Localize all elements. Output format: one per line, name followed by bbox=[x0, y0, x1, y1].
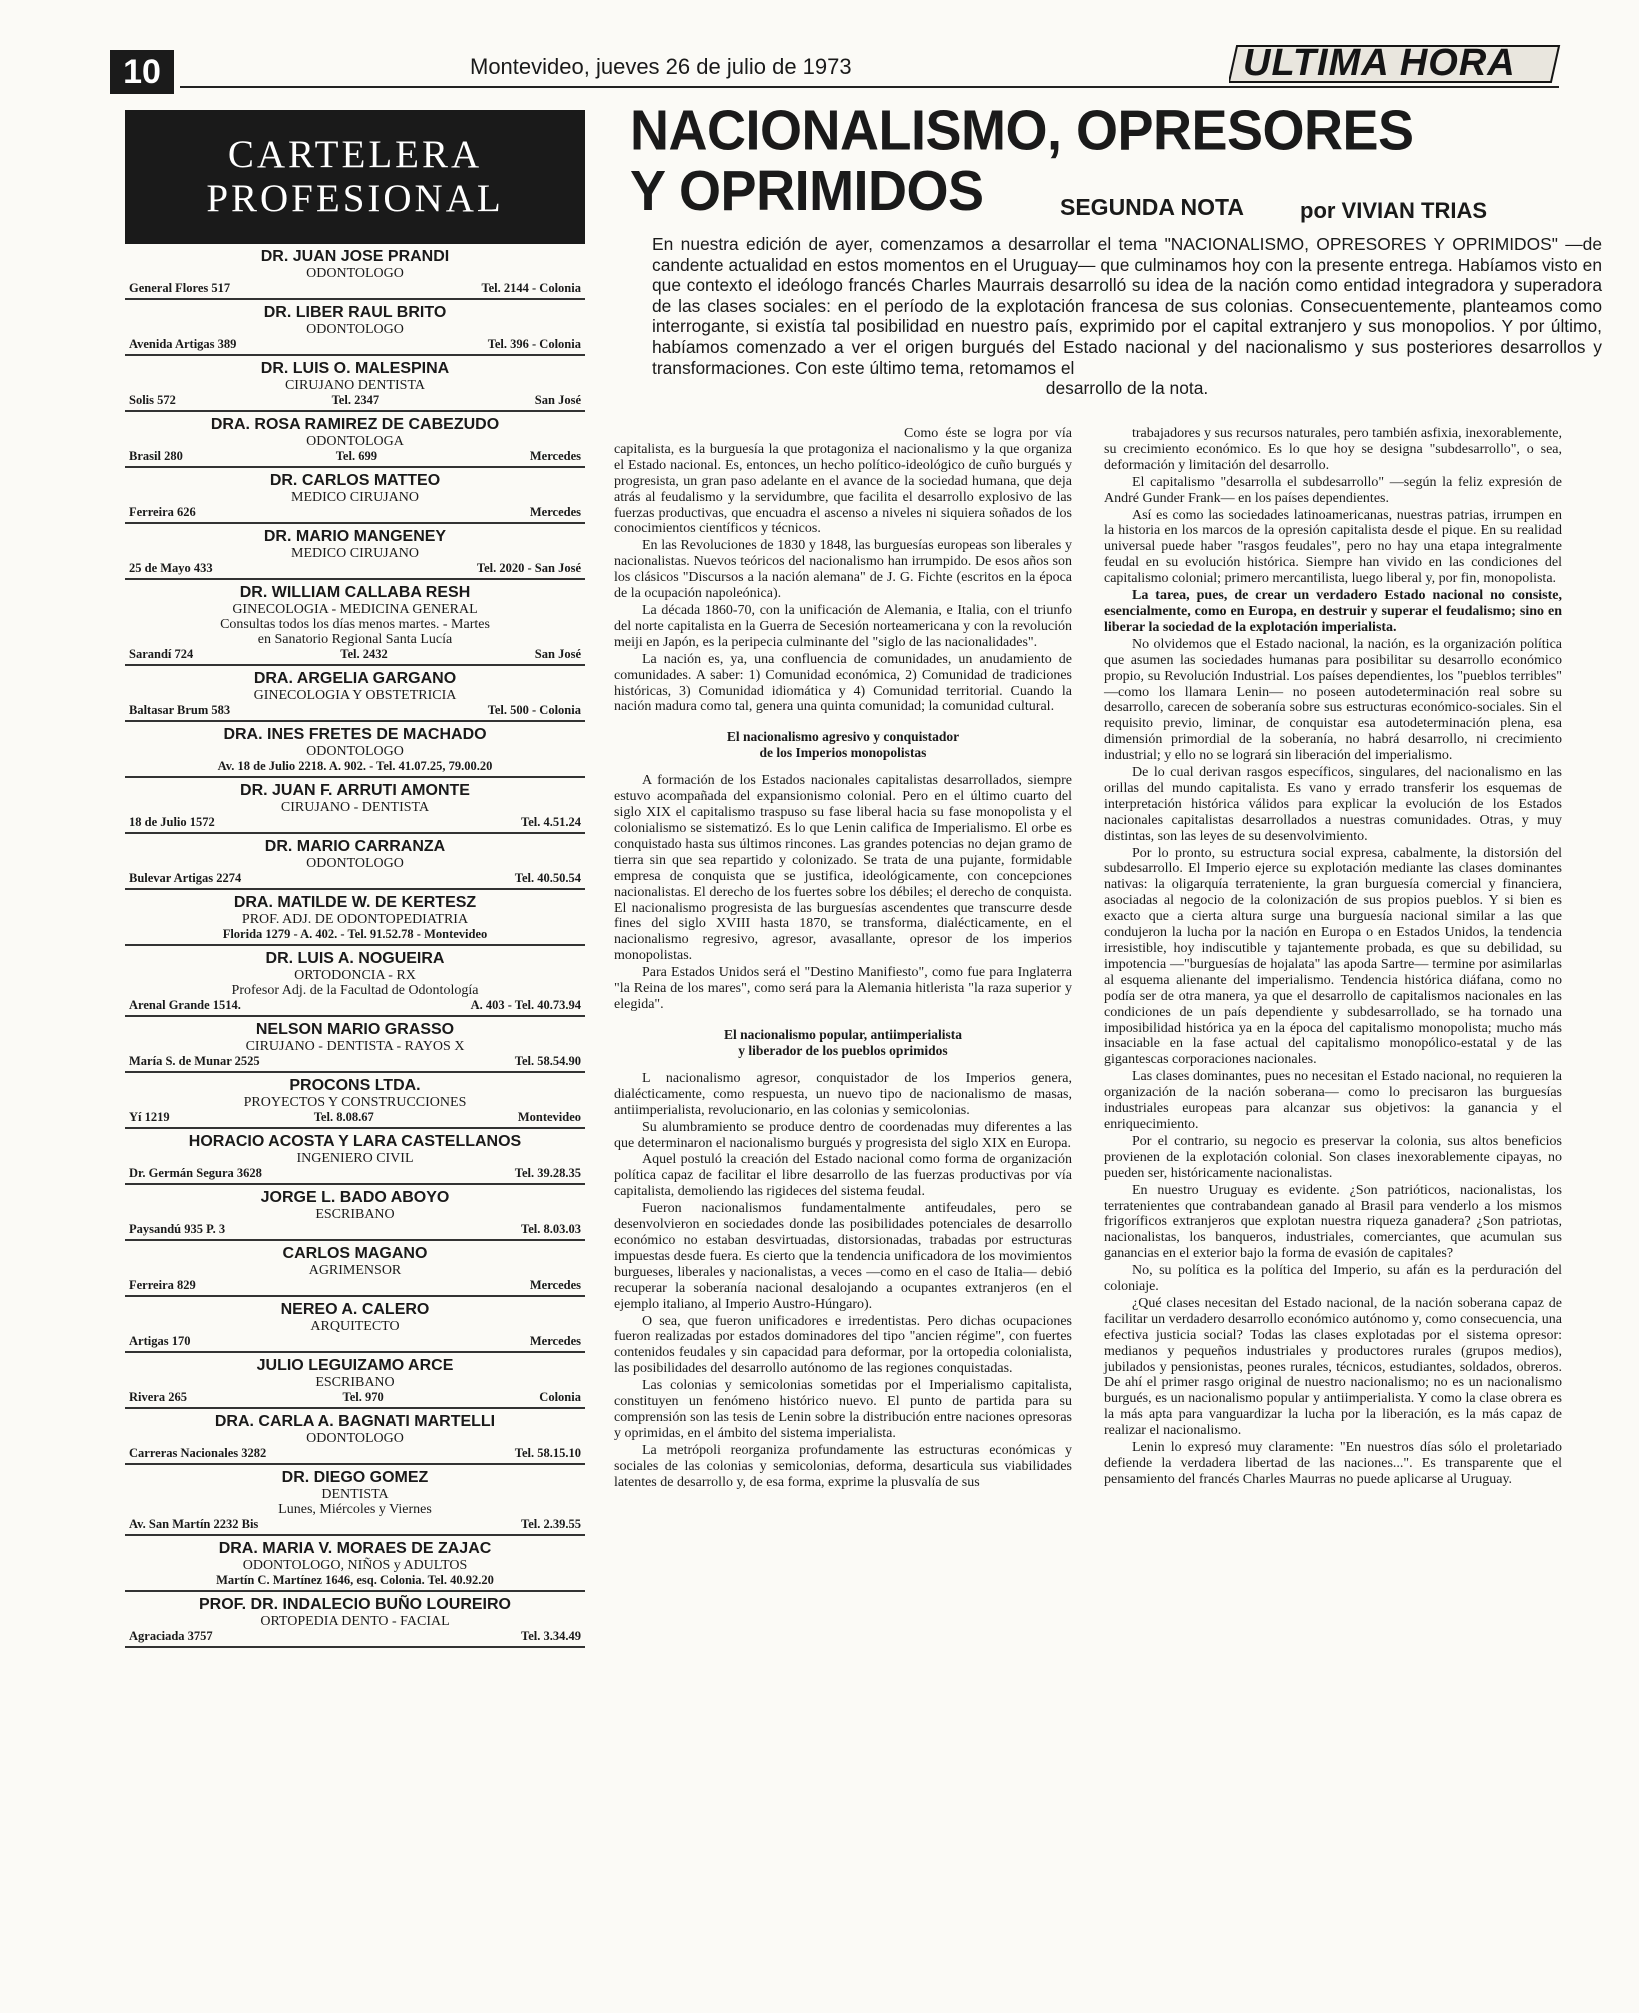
listing-specialty: MEDICO CIRUJANO bbox=[291, 546, 419, 561]
listing-card bbox=[125, 244, 585, 300]
article-paragraph: Así es como las sociedades latinoamericanas, nuestras patrias, irrumpen en la historia en los marcos de la opresión capitalista desde el pique. En su realidad universal puede haber "rasgos feudales", pero no hay una etapa integralmente feudal en su evolución histórica. Siempre han vivido en las condiciones del capitalismo colonial; primero mercantilista, luego liberal y, por fin, monopolista. bbox=[1104, 507, 1562, 587]
cartelera-title-line2: PROFESIONAL bbox=[206, 177, 504, 220]
listing-address-row bbox=[129, 561, 581, 576]
listing-contact: Bulevar Artigas 2274 bbox=[129, 871, 242, 885]
listing-contact: 25 de Mayo 433 bbox=[129, 561, 213, 575]
listing-card bbox=[125, 1592, 585, 1648]
listing-name: DR. WILLIAM CALLABA RESH bbox=[239, 584, 471, 601]
listing-card bbox=[125, 412, 585, 468]
listing-name: CARLOS MAGANO bbox=[282, 1245, 428, 1262]
listing-contact: Tel. 2.39.55 bbox=[521, 1517, 581, 1531]
listing-address-row bbox=[129, 505, 581, 520]
page-number: 10 bbox=[110, 50, 174, 94]
listing-address-row bbox=[129, 1629, 581, 1644]
listing-specialty: ESCRIBANO bbox=[315, 1207, 395, 1222]
intro-text: En nuestra edición de ayer, comenzamos a desarrollar el tema "NACIONALISMO, OPRESORES Y OPRIMIDOS" —de candente actualidad en estos momentos en el Uruguay— que culminamos hoy con la presente entrega. Habíamos visto en que contexto el ideólogo francés Charles Maurrais desarrolló su idea de la nación como entidad integradora y superadora de las clases sociales: en el período de la explotación francesa de sus colonias. Consecuentemente, planteamos como interrogante, si existía tal posibilidad en nuestro país, exprimido por el capital extranjero y sus monopolios. Y por último, habíamos comenzado a ver el origen burgués del Estado nacional y del nacionalismo y sus posteriores desarrollos y transformaciones. Con este último tema, retomamos el bbox=[652, 234, 1602, 378]
listing-address-row bbox=[129, 1222, 581, 1237]
article-paragraph: Como éste se logra por vía capitalista, es la burguesía la que protagoniza el nacionalismo y la que organiza el Estado nacional. Es, entonces, un hecho político-ideológico de cuño burgués y progresista, un gran paso adelante en el avance de la sociedad humana, que deja atrás al feudalismo y la servidumbre, que facilita el desarrollo explosivo de las fuerzas productivas, que encuadra el ascenso a niveles ni siquiera soñados de los conocimientos científicos y técnicos. bbox=[614, 426, 1072, 537]
subhead-nacionalismo-agresivo bbox=[614, 729, 1072, 761]
listing-contact: Tel. 970 bbox=[342, 1390, 384, 1404]
listing-contact: Av. 18 de Julio 2218. A. 902. - Tel. 41.07.25, 79.00.20 bbox=[217, 759, 493, 773]
listing-name: DRA. ROSA RAMIREZ DE CABEZUDO bbox=[210, 416, 500, 433]
listing-name: JULIO LEGUIZAMO ARCE bbox=[256, 1357, 454, 1374]
listing-contact: Tel. 2020 - San José bbox=[476, 561, 581, 575]
listing-address-row bbox=[129, 871, 581, 886]
listing-specialty: CIRUJANO - DENTISTA bbox=[280, 800, 430, 815]
subhead-nacionalismo-popular bbox=[614, 1027, 1072, 1059]
listing-card bbox=[125, 666, 585, 722]
listing-address-row bbox=[129, 759, 581, 774]
listing-name: PROCONS LTDA. bbox=[289, 1077, 421, 1094]
listing-name: DRA. INES FRETES DE MACHADO bbox=[223, 726, 487, 743]
listing-card bbox=[125, 890, 585, 946]
listing-contact: Tel. 8.03.03 bbox=[521, 1222, 581, 1236]
listing-card bbox=[125, 834, 585, 890]
listing-address-row bbox=[129, 927, 581, 942]
subhead1-line2: de los Imperios monopolistas bbox=[759, 745, 927, 761]
listing-name: DR. JUAN F. ARRUTI AMONTE bbox=[240, 782, 470, 799]
listing-specialty: Lunes, Miércoles y Viernes bbox=[278, 1502, 432, 1517]
article-paragraph: En nuestro Uruguay es evidente. ¿Son patrióticos, nacionalistas, los terratenientes que contrabandean ganado al Brasil para venderlo a los mismos frigoríficos extranjeros que explotan nuestra riqueza ganadera? ¿Son patriotas, nacionalistas, los banqueros, industriales, comerciantes, que acumulan sus ganancias en el exterior bajo la forma de evasión de capitales? bbox=[1104, 1182, 1562, 1262]
cartelera-title-box bbox=[125, 110, 585, 244]
listing-contact: Tel. 39.28.35 bbox=[514, 1166, 581, 1180]
article-column-1 bbox=[614, 426, 1072, 1491]
listing-specialty: ODONTOLOGO bbox=[306, 856, 404, 871]
listing-address-row bbox=[129, 1166, 581, 1181]
article-paragraph: ¿Qué clases necesitan del Estado nacional, de la nación soberana capaz de facilitar un verdadero desarrollo económico autónomo y, como consecuencia, una efectiva justicia social? Todas las clases explotadas por el sistema opresor: medianos y pequeños industriales y productores rurales (grupos medios), jubilados y pensionistas, peones rurales, técnicos, estudiantes, soldados, obreros. De ahí el primer rasgo original de nuestro nacionalismo; no es un nacionalismo burgués, es un nacionalismo popular y antiimperialista. Y como la clase obrera es la más apta para vanguardizar la lucha por la liberación, es la más capaz de realizar el nacionalismo. bbox=[1104, 1295, 1562, 1439]
listing-contact: Florida 1279 - A. 402. - Tel. 91.52.78 - Montevideo bbox=[222, 927, 488, 941]
listing-contact: San José bbox=[534, 393, 581, 407]
article-paragraph: Fueron nacionalismos fundamentalmente antifeudales, pero se desenvolvieron en sociedades donde las posibilidades potenciales de desarrollo económico no estaban desvirtuadas, distorsionadas, trabadas por estructuras impuestas desde fuera. Es cierto que la tendencia unificadora de los movimientos burgueses, liberales y nacionalistas, a veces —como en el caso de Italia— debió recuperar la soberanía nacional desalojando a ocupantes extranjeros (en el ejemplo italiano, al Imperio Austro-Húngaro). bbox=[614, 1201, 1072, 1312]
listing-contact: Tel. 3.34.49 bbox=[521, 1629, 581, 1643]
listing-card bbox=[125, 356, 585, 412]
cartelera-profesional bbox=[125, 110, 585, 1648]
listing-address-row bbox=[129, 1054, 581, 1069]
listing-specialty: MEDICO CIRUJANO bbox=[291, 490, 419, 505]
listing-contact: Mercedes bbox=[529, 1334, 581, 1348]
listing-name: JORGE L. BADO ABOYO bbox=[260, 1189, 450, 1206]
listing-contact: Mercedes bbox=[529, 449, 581, 463]
article-paragraph: De lo cual derivan rasgos específicos, singulares, del nacionalismo en las orillas del mundo capitalista. Es vano y errado transferir los esquemas de interpretación histórica válidos para explicar la evolución de los Estados nacionales capitalistas desarrollados a nuestras comunidades. Otras, y muy distintas, son las leyes de su desenvolvimiento. bbox=[1104, 765, 1562, 844]
listing-contact: Ferreira 829 bbox=[129, 1278, 196, 1292]
subhead2-line1: El nacionalismo popular, antiimperialista bbox=[723, 1026, 963, 1042]
article-paragraph: L nacionalismo agresor, conquistador de los Imperios genera, dialécticamente, como respuesta, un nuevo tipo de nacionalismo de masas, antiimperialista, revolucionario, en las colonias y semicolonias. bbox=[614, 1070, 1072, 1118]
listing-name: DR. DIEGO GOMEZ bbox=[281, 1469, 429, 1486]
listing-address-row bbox=[129, 1573, 581, 1588]
listing-contact: Tel. 2347 bbox=[331, 393, 380, 407]
article-paragraph: Las colonias y semicolonias sometidas por el Imperialismo capitalista, constituyen un fenómeno histórico nuevo. El punto de partida para su comprensión son las tesis de Lenin sobre la distribución entre naciones opresoras y oprimidas, en el ámbito del sistema imperialista. bbox=[614, 1378, 1072, 1441]
listing-card bbox=[125, 778, 585, 834]
article-paragraph: La nación es, ya, una confluencia de comunidades, un anudamiento de comunidades. A saber: 1) Comunidad económica, 2) Comunidad de tradiciones históricas, 3) Comunidad idiomática y 4) Comunidad territorial. Cuando la nación madura como tal, genera una quinta comunidad; la comunidad cultural. bbox=[614, 651, 1072, 715]
listing-contact: Tel. 500 - Colonia bbox=[487, 703, 581, 717]
subhead1-line1: El nacionalismo agresivo y conquistador bbox=[726, 729, 960, 745]
article-paragraph: La década 1860-70, con la unificación de Alemania, e Italia, con el triunfo del norte capitalista en la Guerra de Secesión norteamericana y con la revolución meiji en Japón, es la peripecia culminante del "siglo de las nacionalidades". bbox=[614, 602, 1072, 650]
listing-specialty: PROYECTOS Y CONSTRUCCIONES bbox=[243, 1095, 467, 1110]
listing-specialty: ODONTOLOGA bbox=[306, 434, 404, 449]
article-paragraph-bold: La tarea, pues, de crear un verdadero Estado nacional no consiste, esencialmente, como en Europa, en destruir y superar el feudalismo; sino en liberar la sociedad de la explotación imperialista. bbox=[1104, 588, 1562, 635]
listing-name: DRA. ARGELIA GARGANO bbox=[253, 670, 457, 687]
listing-specialty: GINECOLOGIA - MEDICINA GENERAL bbox=[232, 602, 478, 617]
listing-name: DR. LUIS A. NOGUEIRA bbox=[265, 950, 445, 967]
listing-specialty: ORTOPEDIA DENTO - FACIAL bbox=[260, 1614, 450, 1629]
listing-specialty: ODONTOLOGO bbox=[306, 266, 404, 281]
segunda-nota-label: SEGUNDA NOTA bbox=[1060, 194, 1244, 220]
listing-card bbox=[125, 1353, 585, 1409]
listing-name: DR. MARIO CARRANZA bbox=[264, 838, 446, 855]
listing-name: DR. CARLOS MATTEO bbox=[269, 472, 441, 489]
listing-contact: Dr. Germán Segura 3628 bbox=[129, 1166, 262, 1180]
listing-card bbox=[125, 524, 585, 580]
listing-name: DR. MARIO MANGENEY bbox=[263, 528, 447, 545]
listing-address-row bbox=[129, 815, 581, 830]
listing-card bbox=[125, 1241, 585, 1297]
listing-contact: Colonia bbox=[539, 1390, 581, 1404]
listing-card bbox=[125, 468, 585, 524]
listing-address-row bbox=[129, 1334, 581, 1349]
listing-contact: Mercedes bbox=[529, 505, 581, 519]
listing-card bbox=[125, 300, 585, 356]
listing-specialty: CIRUJANO - DENTISTA - RAYOS X bbox=[245, 1039, 465, 1054]
listing-card bbox=[125, 722, 585, 778]
listing-specialty: ODONTOLOGO bbox=[306, 322, 404, 337]
listing-name: DR. LIBER RAUL BRITO bbox=[263, 304, 447, 321]
listing-address-row bbox=[129, 1110, 581, 1125]
listing-contact: Paysandú 935 P. 3 bbox=[129, 1222, 226, 1236]
article-paragraph: Para Estados Unidos será el "Destino Manifiesto", como fue para Inglaterra "la Reina de los mares", como será para la Alemania hitlerista "la raza superior y elegida". bbox=[614, 965, 1072, 1012]
listing-specialty: CIRUJANO DENTISTA bbox=[284, 378, 426, 393]
listing-contact: Mercedes bbox=[529, 1278, 581, 1292]
listing-contact: Tel. 2144 - Colonia bbox=[481, 281, 581, 295]
listing-name: DR. LUIS O. MALESPINA bbox=[260, 360, 450, 377]
logo-text: ULTIMA HORA bbox=[1243, 42, 1516, 84]
subhead2-line2: y liberador de los pueblos oprimidos bbox=[738, 1042, 948, 1058]
article-intro bbox=[652, 234, 1602, 399]
listing-contact: General Flores 517 bbox=[129, 281, 231, 295]
listing-contact: Solis 572 bbox=[129, 393, 176, 407]
listing-card bbox=[125, 1409, 585, 1465]
listing-specialty: DENTISTA bbox=[321, 1487, 389, 1502]
listing-card bbox=[125, 1129, 585, 1185]
listing-contact: Avenida Artigas 389 bbox=[129, 337, 237, 351]
listing-contact: Rivera 265 bbox=[129, 1390, 187, 1404]
listing-address-row bbox=[129, 1390, 581, 1405]
listing-contact: Yí 1219 bbox=[129, 1110, 170, 1124]
cartelera-title-line1: CARTELERA bbox=[227, 133, 483, 176]
listing-name: DRA. MARIA V. MORAES DE ZAJAC bbox=[218, 1540, 492, 1557]
article-paragraph: Su alumbramiento se produce dentro de coordenadas muy diferentes a las que determinaron el nacionalismo burgués y progresista del siglo XIX en Europa. bbox=[614, 1119, 1072, 1151]
listing-contact: Baltasar Brum 583 bbox=[129, 703, 231, 717]
article-paragraph: Las clases dominantes, pues no necesitan el Estado nacional, no requieren la organización de la nación soberana— como lo precisaron las burguesías industriales europeas para alcanzar sus objetivos: la ganancia y el enriquecimiento. bbox=[1104, 1069, 1562, 1132]
listing-address-row bbox=[129, 647, 581, 662]
listing-card bbox=[125, 1465, 585, 1536]
listing-contact: Tel. 2432 bbox=[340, 647, 388, 661]
listing-specialty: PROF. ADJ. DE ODONTOPEDIATRIA bbox=[241, 912, 469, 927]
listing-specialty: ARQUITECTO bbox=[310, 1319, 400, 1334]
listing-specialty: ODONTOLOGO, NIÑOS y ADULTOS bbox=[242, 1558, 468, 1573]
listing-card bbox=[125, 1297, 585, 1353]
listing-specialty: Profesor Adj. de la Facultad de Odontología bbox=[231, 983, 479, 998]
listing-contact: María S. de Munar 2525 bbox=[129, 1054, 260, 1068]
listing-contact: Agraciada 3757 bbox=[129, 1629, 213, 1643]
article-paragraph: La metrópoli reorganiza profundamente las estructuras económicas y sociales de las colonias y semicolonias, deforma, desarticula sus viabilidades latentes de desarrollo y, de esa forma, exprime la plusvalía de sus bbox=[614, 1442, 1072, 1490]
listing-address-row bbox=[129, 281, 581, 296]
listing-contact: Brasil 280 bbox=[129, 449, 183, 463]
listing-specialty: en Sanatorio Regional Santa Lucía bbox=[257, 632, 453, 647]
listing-specialty: GINECOLOGIA Y OBSTETRICIA bbox=[253, 688, 457, 703]
listing-card bbox=[125, 1536, 585, 1592]
article-paragraph: El capitalismo "desarrolla el subdesarrollo" —según la feliz expresión de André Gunder Frank— en los países dependientes. bbox=[1104, 474, 1562, 506]
listing-specialty: INGENIERO CIVIL bbox=[296, 1151, 414, 1166]
article-paragraph: Lenin lo expresó muy claramente: "En nuestros días sólo el proletariado defiende la verdadera libertad de las naciones...". Es transparente que el pensamiento del francés Charles Maurras no puede aplicarse al Uruguay. bbox=[1104, 1440, 1562, 1487]
listing-contact: Ferreira 626 bbox=[129, 505, 196, 519]
newspaper-logo bbox=[1229, 42, 1569, 86]
listing-contact: Tel. 58.15.10 bbox=[514, 1446, 581, 1460]
listing-card bbox=[125, 1073, 585, 1129]
listing-name: PROF. DR. INDALECIO BUÑO LOUREIRO bbox=[198, 1596, 511, 1613]
article-paragraph: No, su política es la política del Imperio, su afán es la perduración del coloniaje. bbox=[1104, 1263, 1562, 1295]
article-column-2 bbox=[1104, 426, 1562, 1489]
dateline: Montevideo, jueves 26 de julio de 1973 bbox=[470, 54, 852, 79]
listing-contact: Montevideo bbox=[517, 1110, 581, 1124]
listing-address-row bbox=[129, 1446, 581, 1461]
listing-contact: Tel. 4.51.24 bbox=[521, 815, 581, 829]
article-paragraph: Por lo pronto, su estructura social expresa, cabalmente, la distorsión del subdesarrollo. El Imperio ejerce su explotación mediante las clases dominantes nativas: la oligarquía terrateniente, la gran burguesía comercial y financiera, asociadas al negocio de la colonización de sus propios pueblos. Y si bien es exacto que a cierta altura surge una burguesía nacional similar a las que condujeron la lucha por la nación en Europa o en Estados Unidos, la tendencia irresistible, hoy indiscutible y tajantemente probada, es que su debilidad, su impotencia —"burguesías de hojalata" las apoda Sartre— termine por asimilarlas al esquema alienante del imperialismo. Tendencia histórica diáfana, como no podía ser de otra manera, ya que el desarrollo de capitalismos nacionales en las condiciones de un país dependiente y subdesarrollado, se ha tornado una imposibilidad histórica ya en la época del capitalismo monopolista; mucho más insaciable en la fase actual del capitalismo monopólico-estatal y de las gigantescas corporaciones nacionales. bbox=[1104, 845, 1562, 1068]
listing-address-row bbox=[129, 393, 581, 408]
listing-contact: Tel. 58.54.90 bbox=[514, 1054, 581, 1068]
listing-contact: Av. San Martín 2232 Bis bbox=[129, 1517, 259, 1531]
article-paragraph: No olvidemos que el Estado nacional, la nación, es la organización política que asumen las sociedades humanas para posibilitar su desarrollo económico propio, su Revolución Industrial. Los países dependientes, los "pueblos terribles" —como los llamara Lenin— no poseen autodeterminación real sobre su desarrollo, carecen de soberanía sobre sus estructuras económico-sociales. Sin el requisito previo, liminar, de conquistar esa autodeterminación plena, esa dimensión primordial de la soberanía, no habrá desarrollo, ni crecimiento industrial; y ello no se logrará sin liberación del imperialismo. bbox=[1104, 636, 1562, 764]
article-paragraph: Aquel postuló la creación del Estado nacional como forma de organización política capaz de facilitar el libre desarrollo de las fuerzas productivas por vía capitalista, demoliendo las rigideces del sistema feudal. bbox=[614, 1152, 1072, 1200]
article-paragraph: trabajadores y sus recursos naturales, pero también asfixia, inexorablemente, su crecimiento económico. Es lo que hoy se designa "subdesarrollo", o sea, deformación y limitación del desarrollo. bbox=[1104, 426, 1562, 473]
article-paragraph: A formación de los Estados nacionales capitalistas desarrollados, siempre estuvo acompañada del expansionismo colonial. Pero en el último cuarto del siglo XIX el capitalismo traspuso su fase liberal hacia su fase monopolista y el colonialismo se sistematizó. Es lo que Lenin califica de Imperialismo. El orbe es conquistado hasta sus últimos rincones. Las grandes potencias no dejan gramo de tierra sin que sea repartido y colonizado. Se trata de una pujante, formidable empresa de conquista que se justifica, ideológicamente, con concepciones nacionalistas. El derecho de los fuertes sobre los débiles; el derecho de conquista. El nacionalismo progresista de las burguesías ascendentes que transcurre desde fines del siglo XVIII hasta 1870, se transforma, dialécticamente, en el nacionalismo regresivo, agresor, avasallante, opresor de los imperios monopolistas. bbox=[614, 773, 1072, 964]
listing-contact: San José bbox=[534, 647, 581, 661]
listing-name: HORACIO ACOSTA Y LARA CASTELLANOS bbox=[188, 1133, 522, 1150]
listing-address-row bbox=[129, 998, 581, 1013]
listing-name: DR. JUAN JOSE PRANDI bbox=[260, 248, 450, 265]
article-headline bbox=[630, 100, 1414, 222]
listing-specialty: Consultas todos los días menos martes. - Martes bbox=[220, 617, 490, 632]
article-paragraph: O sea, que fueron unificadores e irredentistas. Pero dichas ocupaciones fueron realizadas por estados dominadores del tipo "ancien régime", con fuertes contenidos feudales y sin capacidad para deformar, por la ortopedia colonialista, las posibilidades del desarrollo autónomo de las regiones conquistadas. bbox=[614, 1313, 1072, 1377]
listing-specialty: ORTODONCIA - RX bbox=[294, 968, 416, 983]
listing-address-row bbox=[129, 337, 581, 352]
listing-address-row bbox=[129, 1517, 581, 1532]
listing-contact: Tel. 40.50.54 bbox=[514, 871, 581, 885]
listing-specialty: ODONTOLOGO bbox=[306, 744, 404, 759]
listing-contact: Tel. 396 - Colonia bbox=[487, 337, 581, 351]
listing-name: DRA. MATILDE W. DE KERTESZ bbox=[233, 894, 477, 911]
listing-contact: Tel. 699 bbox=[335, 449, 377, 463]
listing-contact: 18 de Julio 1572 bbox=[129, 815, 215, 829]
listing-contact: Carreras Nacionales 3282 bbox=[129, 1446, 267, 1460]
listing-card bbox=[125, 1017, 585, 1073]
headline-line1: NACIONALISMO, OPRESORES bbox=[630, 98, 1414, 162]
listing-name: DRA. CARLA A. BAGNATI MARTELLI bbox=[214, 1413, 496, 1430]
top-rule bbox=[180, 86, 1559, 88]
listing-specialty: ODONTOLOGO bbox=[306, 1431, 404, 1446]
listing-card bbox=[125, 580, 585, 666]
byline: por VIVIAN TRIAS bbox=[1300, 198, 1488, 223]
article-paragraph: Por el contrario, su negocio es preservar la colonia, sus altos beneficios provienen de la explotación colonial. Son clases inexorablemente cipayas, no pueden ser, históricamente nacionalistas. bbox=[1104, 1133, 1562, 1181]
listing-contact: Arenal Grande 1514. bbox=[129, 998, 241, 1012]
intro-text-end: desarrollo de la nota. bbox=[1045, 378, 1209, 399]
headline-line2: Y OPRIMIDOS bbox=[630, 159, 984, 223]
listing-address-row bbox=[129, 1278, 581, 1293]
professional-listings bbox=[125, 244, 585, 1648]
listing-card bbox=[125, 1185, 585, 1241]
listing-name: NELSON MARIO GRASSO bbox=[255, 1021, 455, 1038]
listing-contact: Martín C. Martínez 1646, esq. Colonia. Tel. 40.92.20 bbox=[216, 1573, 494, 1587]
listing-specialty: AGRIMENSOR bbox=[308, 1263, 402, 1278]
listing-contact: Sarandí 724 bbox=[129, 647, 194, 661]
listing-card bbox=[125, 946, 585, 1017]
listing-contact: A. 403 - Tel. 40.73.94 bbox=[470, 998, 581, 1012]
listing-contact: Tel. 8.08.67 bbox=[313, 1110, 374, 1124]
listing-address-row bbox=[129, 703, 581, 718]
listing-contact: Artigas 170 bbox=[129, 1334, 191, 1348]
listing-name: NEREO A. CALERO bbox=[280, 1301, 430, 1318]
listing-address-row bbox=[129, 449, 581, 464]
article-paragraph: En las Revoluciones de 1830 y 1848, las burguesías europeas son liberales y nacionalistas. Nuevos teóricos del nacionalismo han irrumpido. De esos años son los clásicos "Discursos a la nación alemana" de J. G. Fichte (escritos en la época de la ocupación napoleónica). bbox=[614, 538, 1072, 602]
listing-specialty: ESCRIBANO bbox=[315, 1375, 395, 1390]
